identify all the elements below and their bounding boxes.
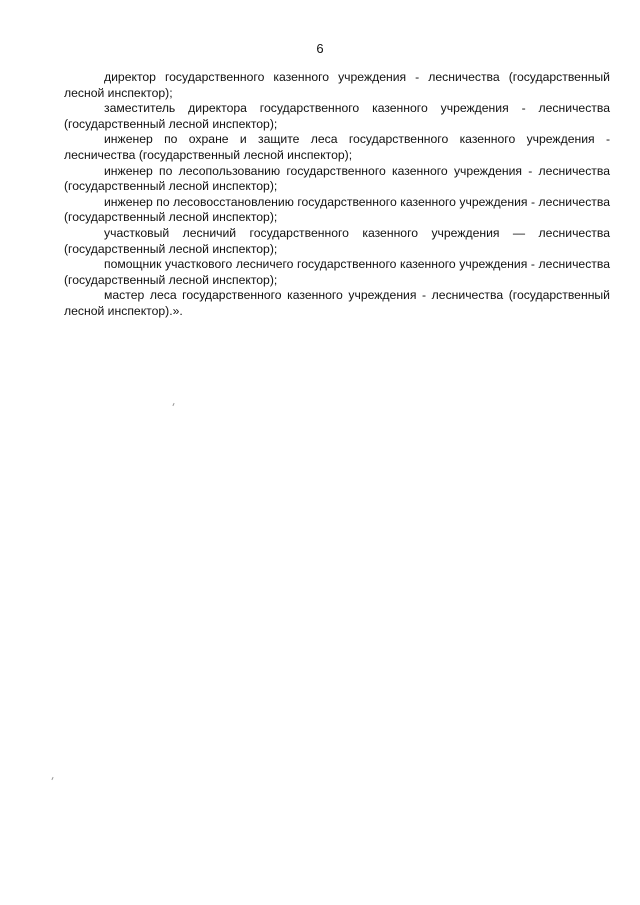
list-item-reforestation-engineer: инженер по лесовосстановлению государственного казенного учреждения - лесничества (государственный лесной инспектор); <box>64 194 610 225</box>
list-item-assistant-forester: помощник участкового лесничего государственного казенного учреждения - лесничества (государственный лесной инспектор); <box>64 257 610 287</box>
list-item-protection-engineer: инженер по охране и защите леса государственного казенного учреждения - лесничества (государственный лесной инспектор); <box>64 132 610 162</box>
list-item-district-forester: участковый лесничий государственного казенного учреждения — лесничества (государственный лесной инспектор); <box>64 225 610 256</box>
list-item-director: директор государственного казенного учреждения - лесничества (государственный лесной инспектор); <box>64 70 610 100</box>
page-number: 6 <box>316 41 324 56</box>
scan-speck <box>172 403 174 406</box>
list-item-deputy-director: заместитель директора государственного казенного учреждения - лесничества (государственный лесной инспектор); <box>64 101 610 131</box>
list-item-forest-use-engineer: инженер по лесопользованию государственного казенного учреждения - лесничества (государственный лесной инспектор); <box>64 163 610 194</box>
scan-speck <box>51 777 53 780</box>
list-item-forest-master: мастер леса государственного казенного учреждения - лесничества (государственный лесной инспектор).». <box>64 288 610 318</box>
document-body <box>64 70 610 320</box>
